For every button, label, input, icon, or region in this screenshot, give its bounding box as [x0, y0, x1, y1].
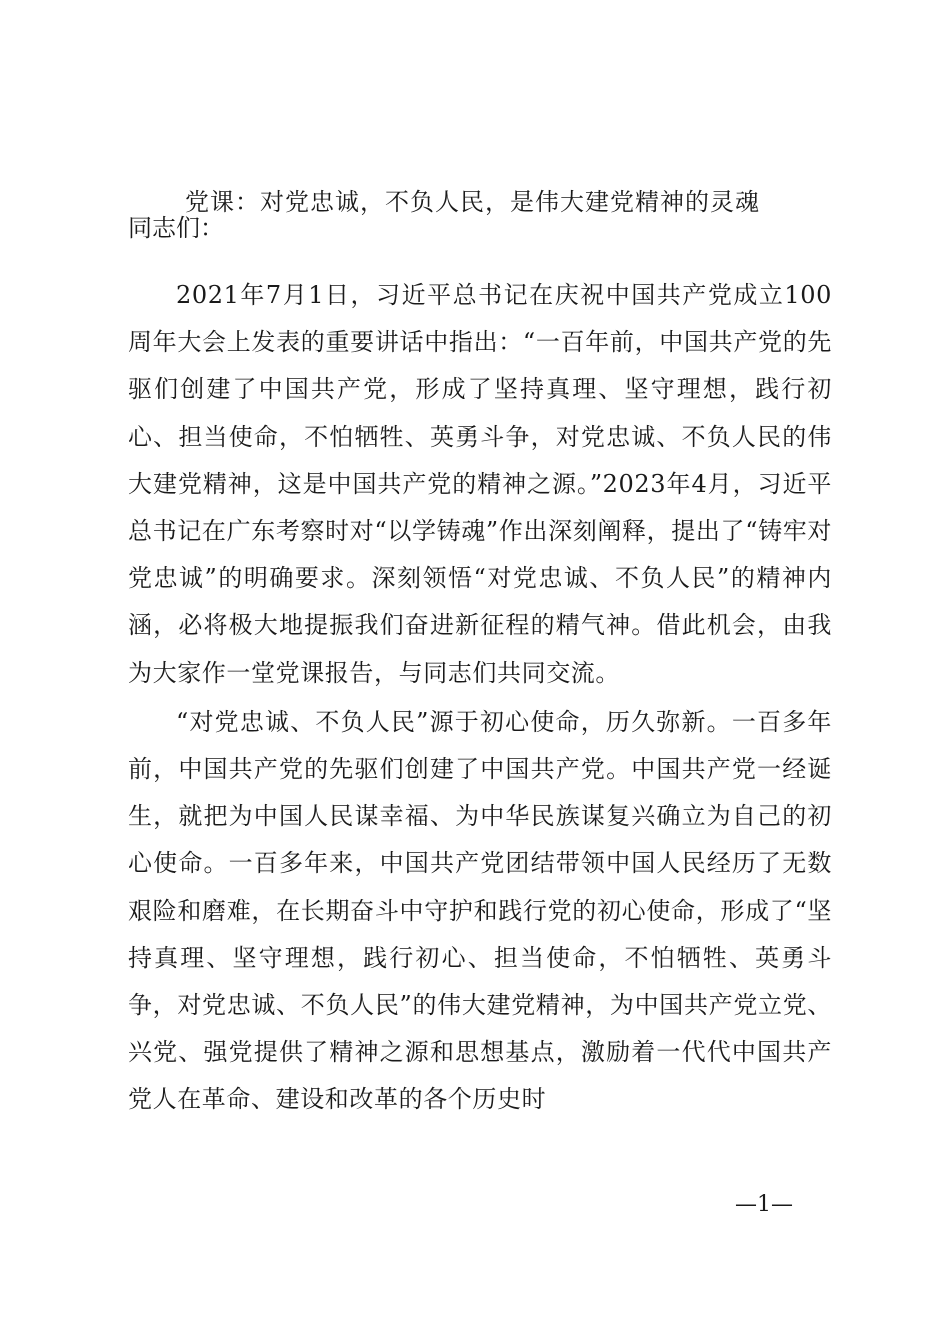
- document-body: [128, 272, 832, 1124]
- salutation: 同志们：: [128, 214, 224, 242]
- paragraph-2: “对党忠诚、不负人民”源于初心使命，历久弥新。一百多年前，中国共产党的先驱们创建了中国共产党。中国共产党一经诞生，就把为中国人民谋幸福、为中华民族谋复兴确立为自己的初心使命。一百多年来，中国共产党团结带领中国人民经历了无数艰险和磨难，在长期奋斗中守护和践行党的初心使命，形成了“坚持真理、坚守理想，践行初心、担当使命，不怕牺牲、英勇斗争，对党忠诚、不负人民”的伟大建党精神，为中国共产党立党、兴党、强党提供了精神之源和思想基点，激励着一代代中国共产党人在革命、建设和改革的各个历史时: [128, 707, 832, 1114]
- paragraph-1: 2021年7月1日，习近平总书记在庆祝中国共产党成立100周年大会上发表的重要讲话中指出：“一百年前，中国共产党的先驱们创建了中国共产党，形成了坚持真理、坚守理想，践行初心、担当使命，不怕牺牲、英勇斗争，对党忠诚、不负人民的伟大建党精神，这是中国共产党的精神之源。”2023年4月，习近平总书记在广东考察时对“以学铸魂”作出深刻阐释，提出了“铸牢对党忠诚”的明确要求。深刻领悟“对党忠诚、不负人民”的精神内涵，必将极大地提振我们奋进新征程的精气神。借此机会，由我为大家作一堂党课报告，与同志们共同交流。: [128, 281, 832, 687]
- page-number: —1—: [735, 1192, 793, 1217]
- document-title: 党课：对党忠诚，不负人民，是伟大建党精神的灵魂: [185, 188, 760, 216]
